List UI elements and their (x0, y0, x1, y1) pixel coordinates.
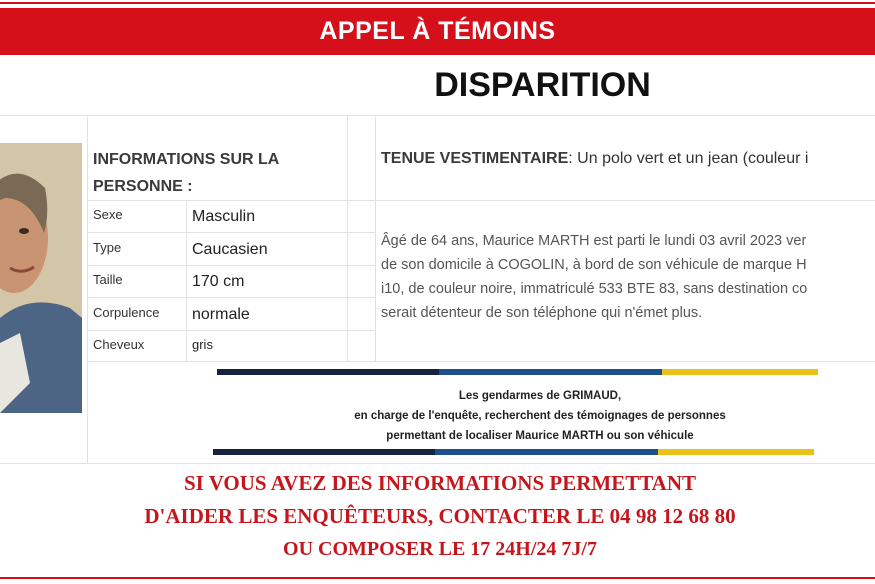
cta-line-3: OU COMPOSER LE 17 24H/24 7J/7 (283, 538, 597, 560)
value-taille: 170 cm (192, 273, 245, 290)
appeal-banner (0, 8, 875, 55)
divider (375, 116, 376, 361)
top-border (0, 2, 875, 4)
info-heading (93, 146, 343, 200)
gendarmerie-line: en charge de l'enquête, recherchent des témoignages de personnes (354, 410, 726, 422)
divider (88, 330, 375, 331)
label-cheveux: Cheveux (93, 337, 145, 352)
value-type: Caucasien (192, 241, 268, 258)
divider (0, 115, 875, 116)
page-title: DISPARITION (434, 66, 651, 104)
label-type: Type (93, 240, 122, 255)
label-corpulence: Corpulence (93, 305, 160, 320)
divider (0, 463, 875, 464)
label-sexe: Sexe (93, 207, 123, 222)
description-line: serait détenteur de son téléphone qui n'émet plus. (381, 305, 703, 321)
divider (88, 232, 375, 233)
value-sexe: Masculin (192, 208, 256, 225)
value-cheveux: gris (192, 337, 213, 352)
cta-line-1: SI VOUS AVEZ DES INFORMATIONS PERMETTANT (183, 471, 697, 495)
gendarmerie-stripe-top (217, 369, 818, 375)
gendarmerie-notice (300, 386, 780, 446)
clothing-description (381, 150, 875, 168)
person-photo (0, 143, 82, 413)
value-corpulence: normale (192, 306, 250, 323)
info-heading-line1: INFORMATIONS SUR LA (93, 151, 280, 168)
label-taille: Taille (93, 272, 123, 287)
description-line: Âgé de 64 ans, Maurice MARTH est parti le lundi 03 avril 2023 ver (381, 233, 807, 249)
divider (88, 200, 875, 201)
gendarmerie-line: Les gendarmes de GRIMAUD, (458, 390, 622, 402)
description-line: i10, de couleur noire, immatriculé 533 BTE 83, sans destination co (381, 281, 808, 297)
divider (347, 116, 348, 361)
description-line: de son domicile à COGOLIN, à bord de son véhicule de marque H (381, 257, 807, 273)
clothing-value: : Un polo vert et un jean (couleur i (568, 150, 809, 167)
divider (88, 265, 375, 266)
divider (87, 116, 88, 463)
info-heading-line2: PERSONNE : (93, 178, 193, 195)
bottom-border (0, 577, 875, 579)
gendarmerie-line: permettant de localiser Maurice MARTH ou son véhicule (386, 430, 694, 442)
cta-line-2: D'AIDER LES ENQUÊTEURS, CONTACTER LE 04 98 12 68 80 (144, 504, 736, 528)
divider (186, 200, 187, 361)
clothing-label: TENUE VESTIMENTAIRE (381, 150, 569, 167)
gendarmerie-stripe-bottom (213, 449, 814, 455)
divider (88, 297, 375, 298)
person-portrait-icon (0, 143, 82, 413)
divider (88, 361, 875, 362)
disappearance-description (381, 229, 875, 325)
banner-text: APPEL À TÉMOINS (319, 17, 556, 45)
